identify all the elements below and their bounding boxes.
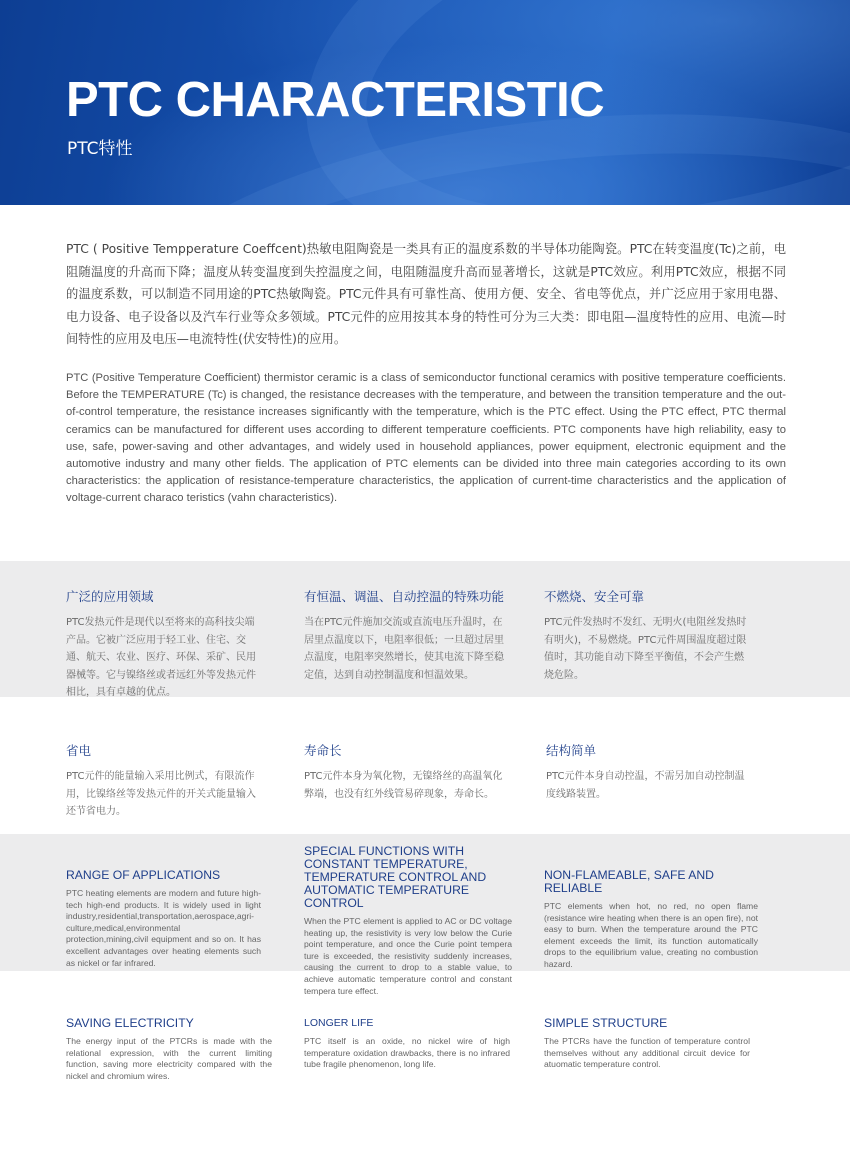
feature-text: The PTCRs have the function of temperature control themselves without any additional circuit device for atuomatic temperature control. xyxy=(544,1036,750,1070)
feature-title: 有恒温、调温、自动控温的特殊功能 xyxy=(304,589,505,604)
feature-title: 结构简单 xyxy=(546,743,597,758)
feature-block xyxy=(66,869,261,969)
feature-text: PTC itself is an oxide, no nickel wire of high temperature oxidation drawbacks, there is no infrared tube fragile phenomenon, long life. xyxy=(304,1036,510,1070)
feature-title: 不燃烧、安全可靠 xyxy=(544,589,645,604)
feature-text: When the PTC element is applied to AC or DC voltage heating up, the resistivity is very low below the Curie point temperature, and once the Curie point tempera ture is exceeded, the resistivity suddenly increases, causing the current to drop to a stable value, to achieve automatic temperature control and constant tempera ture effect. xyxy=(304,916,512,996)
page-title: PTC CHARACTERISTIC xyxy=(66,73,605,127)
feature-block xyxy=(304,741,512,803)
feature-text: PTC heating elements are modern and future high-tech high-end products. It is widely used in light industry,residential,transportation,aerospace,agri- culture,medical,environmental protection,mining,civil equipment and so on. It has excellent advantages over heating elements such as nickel or far infrared. xyxy=(66,888,261,968)
feature-text: PTC发热元件是现代以至将来的高科技尖端产品。它被广泛应用于轻工业、住宅、交通、航天、农业、医疗、环保、采矿、民用器械等。它与镍络丝或者远红外等发热元件相比，具有卓越的优点。 xyxy=(66,617,256,698)
feature-title: RANGE OF APPLICATIONS xyxy=(66,868,221,882)
intro-paragraph-english: PTC (Positive Temperature Coefficient) thermistor ceramic is a class of semiconductor functional ceramics with positive temperature coefficients. Before the TEMPERATURE (Tc) is changed, the resistance decreases with the temperature, and between the transition temperature and the out-of-control temperature, the resistance increases significantly with the temperature, which is the PTC effect. Using the PTC effect, PTC thermal ceramics can be manufactured for different uses according to different temperature coefficients. PTC components have high reliability, easy to use, safe, power-saving and other advantages, and widely used in household appliances, power equipment, electronic equipment and the automotive industry and many other fields. The application of PTC elements can be divided into three main categories according to its own characteristics: the application of resistance-temperature characteristics, the application of current-time characteristics and the application of voltage-current characo teristics (vahn characteristics). xyxy=(66,372,786,505)
feature-title: SIMPLE STRUCTURE xyxy=(544,1016,668,1030)
feature-text: PTC elements when hot, no red, no open flame (resistance wire heating when there is an open fire), not easy to burn. When the temperature around the PTC element exceeds the limit, its function automatically drops to the equilibrium value, creating no combustion hazard. xyxy=(544,901,758,969)
feature-text: PTC元件发热时不发红、无明火(电阻丝发热时有明火)，不易燃烧。PTC元件周围温度超过限值时，其功能自动下降至平衡值，不会产生燃烧危险。 xyxy=(544,617,747,681)
feature-block xyxy=(304,845,512,997)
header-banner xyxy=(0,0,850,205)
feature-block xyxy=(66,1017,272,1082)
feature-text: PTC元件本身为氧化物，无镍络丝的高温氧化弊端，也没有红外线管易碎现象，寿命长。 xyxy=(304,771,503,800)
feature-block xyxy=(544,1017,750,1071)
feature-title: 寿命长 xyxy=(304,743,342,758)
feature-block xyxy=(546,741,752,803)
feature-text: The energy input of the PTCRs is made with the relational expression, with the current limiting function, saving more electricity compared with the nickel and chromium wires. xyxy=(66,1036,272,1081)
feature-title: SAVING ELECTRICITY xyxy=(66,1016,194,1030)
feature-title: LONGER LIFE xyxy=(304,1017,374,1029)
feature-block xyxy=(304,587,512,684)
feature-title: SPECIAL FUNCTIONS WITH CONSTANT TEMPERATURE, TEMPERATURE CONTROL AND AUTOMATIC TEMPERATURE CONTROL xyxy=(304,844,487,910)
feature-title: 广泛的应用领域 xyxy=(66,589,154,604)
page-subtitle: PTC特性 xyxy=(67,139,133,159)
intro-paragraph-chinese: PTC ( Positive Tempperature Coeffcent)热敏电阻陶瓷是一类具有正的温度系数的半导体功能陶瓷。PTC在转变温度(Tc)之前，电阻随温度的升高而下降；温度从转变温度到失控温度之间，电阻随温度升高而显著增长，这就是PTC效应。利用PTC效应，根据不同的温度系数，可以制造不同用途的PTC热敏陶瓷。PTC元件具有可靠性高、使用方便、安全、省电等优点，并广泛应用于家用电器、电力设备、电子设备以及汽车行业等众多领域。PTC元件的应用按其本身的特性可分为三大类：即电阻—温度特性的应用、电流—时间特性的应用及电压—电流特性(伏安特性)的应用。 xyxy=(66,242,786,346)
feature-block xyxy=(544,869,758,971)
feature-title: 省电 xyxy=(66,743,92,758)
feature-block xyxy=(66,587,262,702)
feature-block xyxy=(304,1017,510,1071)
feature-block xyxy=(544,587,752,684)
feature-text: PTC元件本身自动控温，不需另加自动控制温度线路装置。 xyxy=(546,771,745,800)
feature-text: PTC元件的能量输入采用比例式，有限流作用，比镍络丝等发热元件的开关式能量输入还节省电力。 xyxy=(66,771,256,817)
feature-title: NON-FLAMEABLE, SAFE AND RELIABLE xyxy=(544,868,714,895)
feature-block xyxy=(66,741,262,821)
feature-text: 当在PTC元件施加交流或直流电压升温时，在居里点温度以下，电阻率很低；一旦超过居里点温度，电阻率突然增长，使其电流下降至稳定值，达到自动控制温度和恒温效果。 xyxy=(304,617,504,681)
